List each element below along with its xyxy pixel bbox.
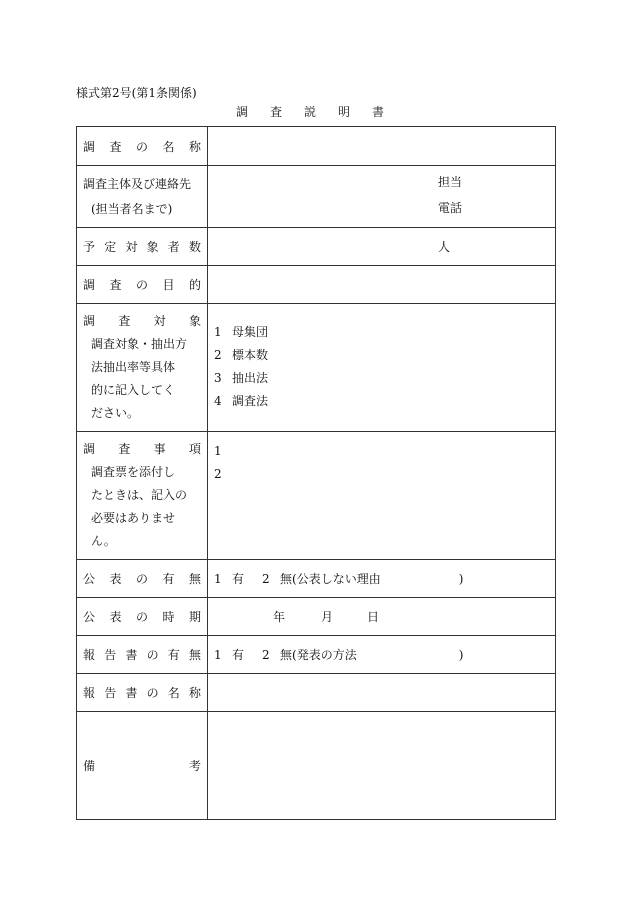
row-publication xyxy=(77,560,556,598)
row-survey-name xyxy=(77,127,556,166)
persons-unit: 人 xyxy=(438,240,451,254)
spread-label: 報 告 書 の 有 無 xyxy=(83,648,201,662)
row-target-count xyxy=(77,228,556,266)
option-no-method[interactable]: 無(発表の方法 xyxy=(280,648,357,662)
spread-label: 備 考 xyxy=(83,759,201,773)
month-label: 月 xyxy=(321,610,334,624)
field-publication[interactable] xyxy=(208,560,556,598)
row-items xyxy=(77,432,556,560)
spread-label: 調 査 の 目 的 xyxy=(83,278,201,292)
label-publication xyxy=(77,560,208,598)
spread-label: 報 告 書 の 名 称 xyxy=(83,686,201,700)
items-note-1: 調査票を添付し xyxy=(91,465,176,479)
field-target[interactable] xyxy=(208,304,556,432)
spread-label: 予 定 対 象 者 数 xyxy=(83,240,201,254)
field-organizer[interactable] xyxy=(208,166,556,228)
field-report-name[interactable] xyxy=(208,674,556,712)
spread-label: 調 査 の 名 称 xyxy=(83,139,201,154)
items-note-3: 必要はありませ xyxy=(91,511,176,525)
close-paren: ) xyxy=(458,648,464,662)
form-number: 様式第2号(第1条関係) xyxy=(76,86,197,100)
label-purpose xyxy=(77,266,208,304)
field-purpose[interactable] xyxy=(208,266,556,304)
person-in-charge-label: 担当 xyxy=(438,174,463,189)
row-organizer xyxy=(77,166,556,228)
label-publication-date xyxy=(77,598,208,636)
year-label: 年 xyxy=(273,610,286,624)
spread-label: 調 査 事 項 xyxy=(83,442,201,456)
label-items xyxy=(77,432,208,560)
field-publication-date[interactable] xyxy=(208,598,556,636)
option-yes[interactable]: 有 xyxy=(232,648,245,662)
option-number: 2 xyxy=(262,572,270,586)
label-organizer-line1: 調査主体及び連絡先 xyxy=(83,176,192,191)
list-item: 2 xyxy=(214,467,222,481)
field-survey-name[interactable] xyxy=(208,127,556,166)
label-report xyxy=(77,636,208,674)
option-number: 1 xyxy=(214,648,222,662)
spread-label: 公 表 の 有 無 xyxy=(83,572,201,586)
field-items[interactable] xyxy=(208,432,556,560)
row-report-name xyxy=(77,674,556,712)
day-label: 日 xyxy=(367,610,380,624)
document-title: 調査説明書 xyxy=(236,105,407,119)
items-note-4: ん。 xyxy=(91,534,116,548)
row-purpose xyxy=(77,266,556,304)
target-note-3: 的に記入してく xyxy=(91,383,176,397)
label-survey-name xyxy=(77,127,208,166)
option-no-reason[interactable]: 無(公表しない理由 xyxy=(280,572,381,586)
label-target xyxy=(77,304,208,432)
label-target-count xyxy=(77,228,208,266)
target-note-4: ださい。 xyxy=(91,406,140,420)
label-report-name xyxy=(77,674,208,712)
list-item: 4 調査法 xyxy=(214,394,269,408)
label-organizer xyxy=(77,166,208,228)
target-note-2: 法抽出率等具体 xyxy=(91,360,176,374)
spread-label: 公 表 の 時 期 xyxy=(83,610,201,624)
field-target-count[interactable] xyxy=(208,228,556,266)
spread-label: 調 査 対 象 xyxy=(83,314,201,328)
option-number: 1 xyxy=(214,572,222,586)
survey-form-table xyxy=(76,126,556,820)
label-organizer-line2: (担当者名まで) xyxy=(91,201,173,216)
target-note-1: 調査対象・抽出方 xyxy=(91,337,188,351)
field-report[interactable] xyxy=(208,636,556,674)
items-note-2: たときは、記入の xyxy=(91,488,188,502)
close-paren: ) xyxy=(458,572,464,586)
option-number: 2 xyxy=(262,648,270,662)
option-yes[interactable]: 有 xyxy=(232,572,245,586)
label-remarks xyxy=(77,712,208,820)
row-target xyxy=(77,304,556,432)
row-remarks xyxy=(77,712,556,820)
row-publication-date xyxy=(77,598,556,636)
phone-label: 電話 xyxy=(438,200,463,215)
list-item: 3 抽出法 xyxy=(214,371,269,385)
field-remarks[interactable] xyxy=(208,712,556,820)
list-item: 2 標本数 xyxy=(214,348,269,362)
row-report xyxy=(77,636,556,674)
list-item: 1 xyxy=(214,444,222,458)
list-item: 1 母集団 xyxy=(214,325,269,339)
